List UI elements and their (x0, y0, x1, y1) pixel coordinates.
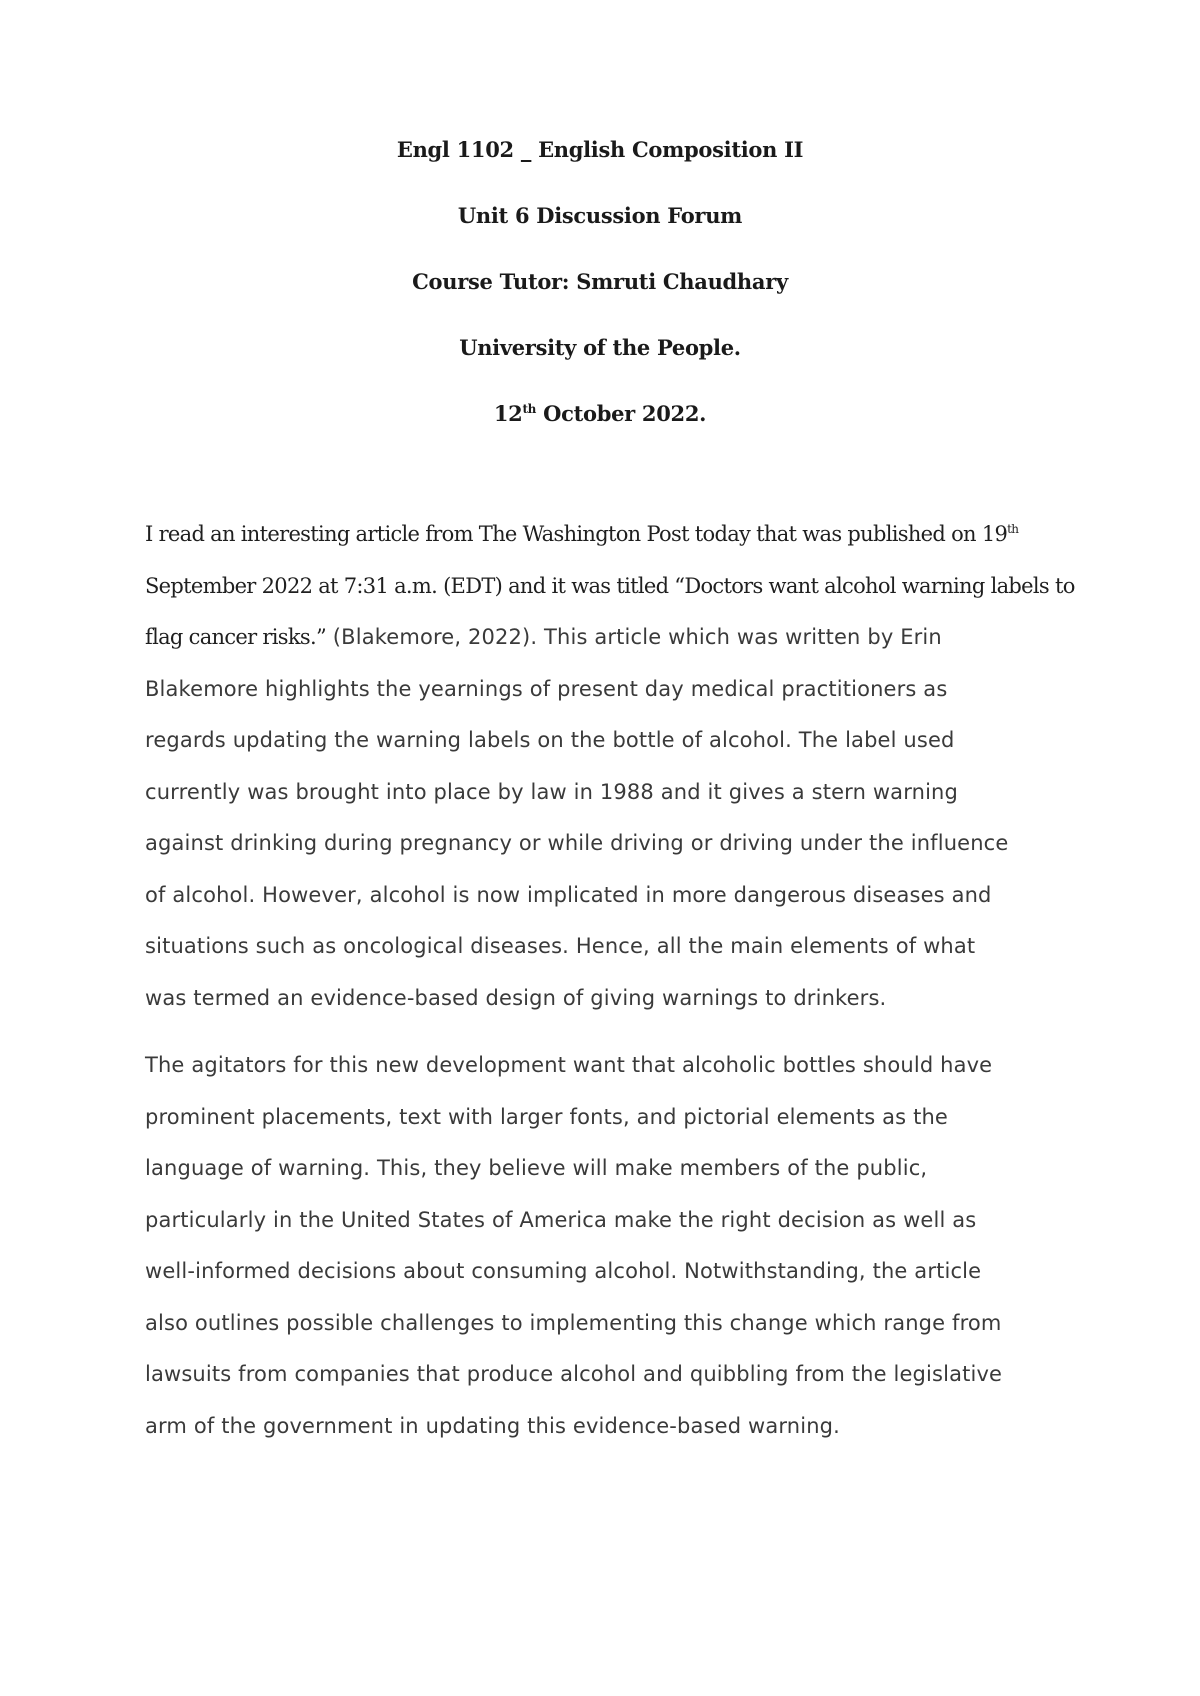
paragraph-2-line: lawsuits from companies that produce alcohol and quibbling from the legislative (145, 1362, 1003, 1386)
body-text (145, 518, 1075, 1461)
unit-title: Unit 6 Discussion Forum (457, 203, 743, 228)
paragraph-1-line: September 2022 at 7:31 a.m. (EDT) and it was titled “Doctors want alcohol warning labels to (145, 573, 1075, 598)
paragraph-2-line: particularly in the United States of America make the right decision as well as (145, 1207, 977, 1232)
course-tutor: Course Tutor: Smruti Chaudhary (412, 269, 788, 294)
paragraph-2-line: also outlines possible challenges to implementing this change which range from (145, 1310, 1002, 1335)
paragraph-2-line: language of warning. This, they believe will make members of the public, (145, 1156, 928, 1180)
paragraph-1-line: situations such as oncological diseases. Hence, all the main elements of what (145, 934, 976, 958)
paragraph-1-line (145, 621, 1075, 673)
paragraph-spacer (145, 1033, 1075, 1049)
paragraph-2-line: well-informed decisions about consuming alcohol. Notwithstanding, the article (145, 1259, 982, 1283)
date-suffix: th (522, 402, 537, 416)
ordinal-suffix: th (1007, 522, 1019, 536)
citation-text: (Blakemore, 2022). This article which was written by Erin (325, 625, 942, 649)
university-name: University of the People. (459, 335, 741, 360)
paragraph-1-line: regards updating the warning labels on the bottle of alcohol. The label used (145, 728, 955, 752)
paragraph-2-line: The agitators for this new development want that alcoholic bottles should have (145, 1053, 993, 1077)
paragraph-2-line: arm of the government in updating this evidence-based warning. (145, 1413, 840, 1438)
paragraph-1-line: Blakemore highlights the yearnings of present day medical practitioners as (145, 676, 948, 701)
paragraph-2-line: prominent placements, text with larger fonts, and pictorial elements as the (145, 1104, 948, 1129)
submission-date (0, 402, 1200, 468)
paragraph-1-line: against drinking during pregnancy or while driving or driving under the influence (145, 831, 1009, 855)
quoted-title-end: flag cancer risks.” (145, 625, 326, 649)
paragraph-1-line: currently was brought into place by law in 1988 and it gives a stern warning (145, 779, 958, 804)
paragraph-1-line: of alcohol. However, alcohol is now implicated in more dangerous diseases and (145, 882, 992, 907)
paragraph-1-line (145, 518, 1075, 570)
date-day: 12 (493, 401, 523, 426)
paragraph-1 (145, 518, 1075, 1033)
paragraph-1-line: was termed an evidence-based design of giving warnings to drinkers. (145, 985, 887, 1010)
paragraph-2 (145, 1049, 1075, 1461)
title-block (0, 138, 1200, 468)
course-title: Engl 1102 _ English Composition II (396, 137, 804, 162)
line-text: I read an interesting article from The Washington Post today that was published on 19 (145, 522, 1008, 546)
date-rest: October 2022. (536, 401, 707, 426)
